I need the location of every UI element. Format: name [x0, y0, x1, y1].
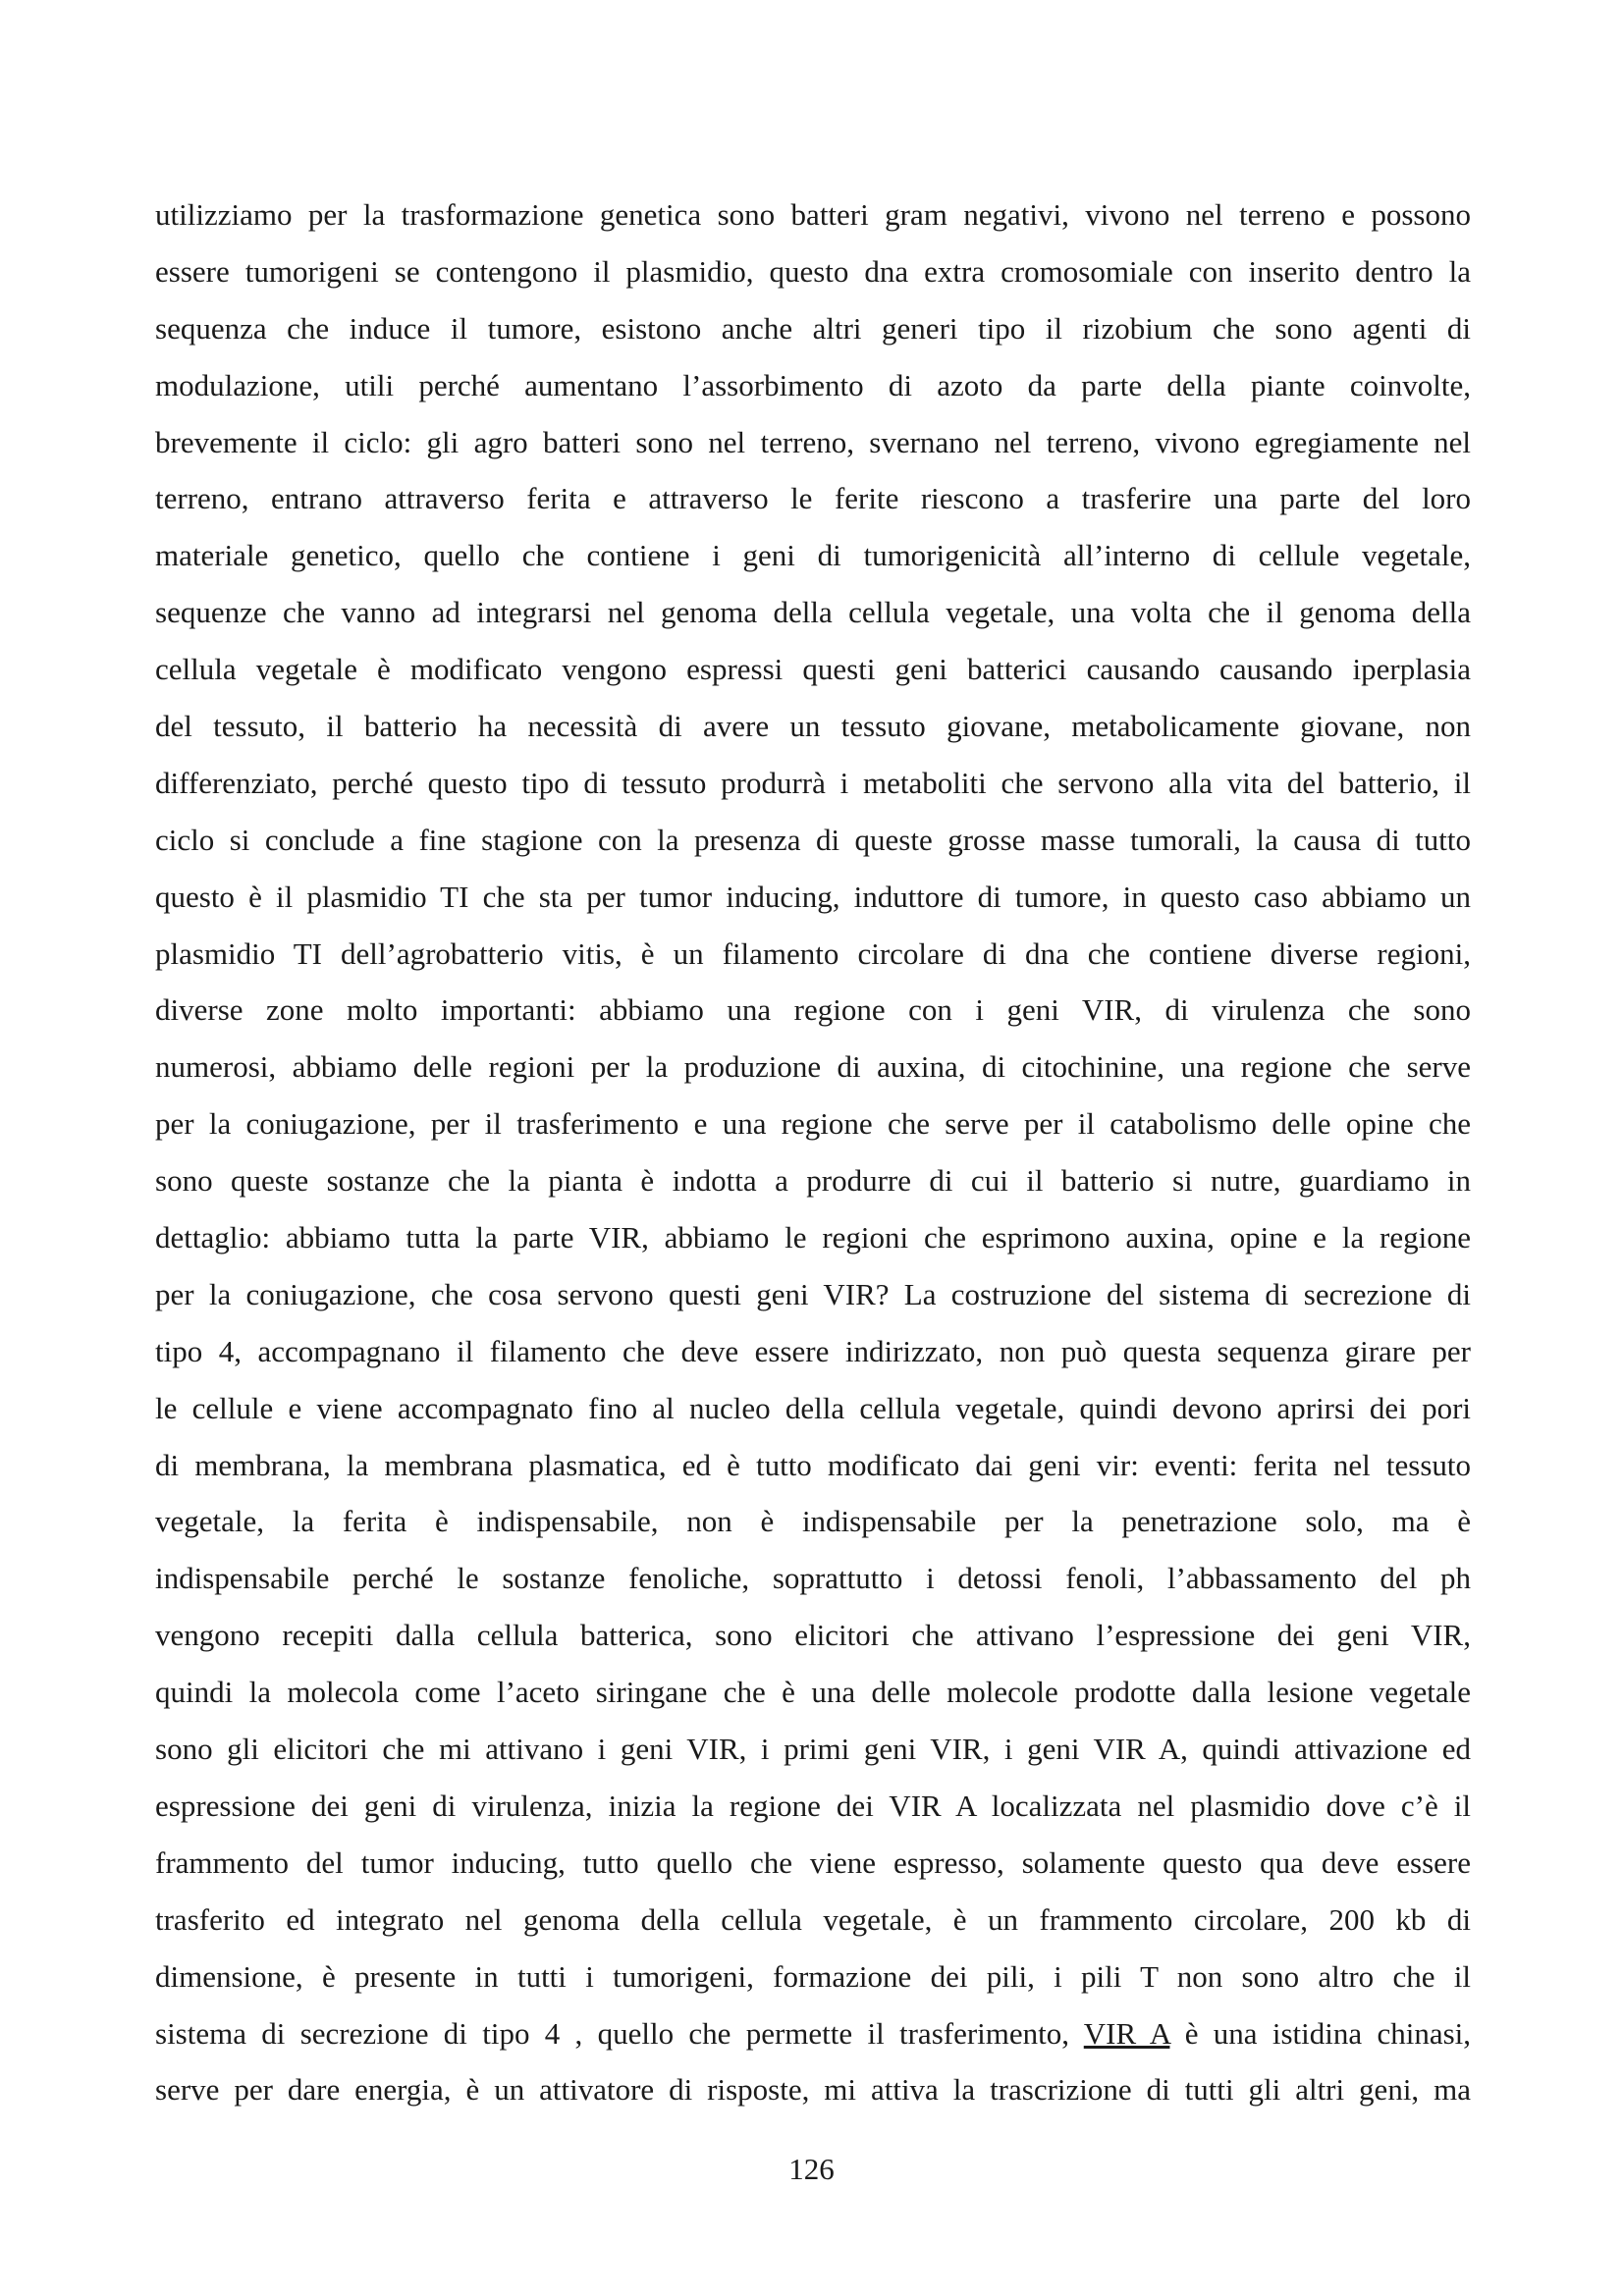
text-line-16: numerosi, abbiamo delle regioni per la produzione di auxina, di citochinine, una regione che serve [155, 1049, 1471, 1085]
text-line-4: modulazione, utili perché aumentano l’assorbimento di azoto da parte della piante coinvolte, [155, 367, 1471, 402]
text-line-33-before: sistema di secrezione di tipo 4 , quello che permette il trasferimento, [155, 2015, 1084, 2051]
text-line-25: indispensabile perché le sostanze fenoliche, soprattutto i detossi fenoli, l’abbassamento del ph [155, 1561, 1471, 1596]
text-line-33 [155, 2005, 1471, 2062]
text-line-32: dimensione, è presente in tutti i tumorigeni, formazione dei pili, i pili T non sono altro che il [155, 1958, 1471, 1994]
text-line-6: terreno, entrano attraverso ferita e attraverso le ferite riescono a trasferire una parte del loro [155, 481, 1471, 516]
body-text [155, 187, 1471, 2118]
page-number: 126 [788, 2152, 835, 2186]
text-line-22: le cellule e viene accompagnato fino al nucleo della cellula vegetale, quindi devono aprirsi dei pori [155, 1390, 1471, 1425]
text-line-27: quindi la molecola come l’aceto siringane che è una delle molecole prodotte dalla lesione vegetale [155, 1675, 1471, 1710]
text-line-23: di membrana, la membrana plasmatica, ed è tutto modificato dai geni vir: eventi: ferita nel tessuto [155, 1447, 1471, 1482]
text-line-17: per la coniugazione, per il trasferimento e una regione che serve per il catabolismo delle opine che [155, 1106, 1471, 1142]
text-line-29: espressione dei geni di virulenza, inizia la regione dei VIR A localizzata nel plasmidio dove c’è il [155, 1788, 1471, 1823]
text-line-14: plasmidio TI dell’agrobatterio vitis, è un filamento circolare di dna che contiene diverse regioni, [155, 935, 1471, 971]
text-line-30: frammento del tumor inducing, tutto quello che viene espresso, solamente questo qua deve essere [155, 1844, 1471, 1880]
text-line-1: utilizziamo per la trasformazione genetica sono batteri gram negativi, vivono nel terreno e possono [155, 197, 1471, 232]
text-line-21: tipo 4, accompagnano il filamento che deve essere indirizzato, non può questa sequenza girare per [155, 1333, 1471, 1368]
text-line-11: differenziato, perché questo tipo di tessuto produrrà i metaboliti che servono alla vita del batterio, il [155, 765, 1471, 800]
text-line-28: sono gli elicitori che mi attivano i geni VIR, i primi geni VIR, i geni VIR A, quindi attivazione ed [155, 1732, 1471, 1767]
text-line-8: sequenze che vanno ad integrarsi nel genoma della cellula vegetale, una volta che il genoma della [155, 595, 1471, 630]
text-line-20: per la coniugazione, che cosa servono questi geni VIR? La costruzione del sistema di secrezione di [155, 1276, 1471, 1311]
text-line-18: sono queste sostanze che la pianta è indotta a produrre di cui il batterio si nutre, guardiamo in [155, 1163, 1471, 1199]
text-line-33-after: è una istidina chinasi, [1169, 2015, 1472, 2051]
text-line-9: cellula vegetale è modificato vengono espressi questi geni batterici causando causando iperplasia [155, 652, 1471, 687]
text-line-3: sequenza che induce il tumore, esistono anche altri generi tipo il rizobium che sono agenti di [155, 310, 1471, 346]
text-line-24: vegetale, la ferita è indispensabile, non è indispensabile per la penetrazione solo, ma è [155, 1504, 1471, 1539]
text-line-12: ciclo si conclude a fine stagione con la presenza di queste grosse masse tumorali, la causa di tutto [155, 822, 1471, 857]
text-line-31: trasferito ed integrato nel genoma della cellula vegetale, è un frammento circolare, 200 kb di [155, 1901, 1471, 1937]
text-line-34: serve per dare energia, è un attivatore di risposte, mi attiva la trascrizione di tutti gli altri geni, ma [155, 2072, 1471, 2108]
underlined-term: VIR A [1083, 2015, 1170, 2051]
text-line-7: materiale genetico, quello che contiene i geni di tumorigenicità all’interno di cellule vegetale, [155, 538, 1471, 573]
text-line-13: questo è il plasmidio TI che sta per tumor inducing, induttore di tumore, in questo caso abbiamo un [155, 879, 1471, 914]
text-line-10: del tessuto, il batterio ha necessità di avere un tessuto giovane, metabolicamente giovane, non [155, 709, 1471, 744]
text-line-26: vengono recepiti dalla cellula batterica, sono elicitori che attivano l’espressione dei geni VIR, [155, 1618, 1471, 1653]
text-line-19: dettaglio: abbiamo tutta la parte VIR, abbiamo le regioni che esprimono auxina, opine e la regione [155, 1220, 1471, 1255]
text-line-15: diverse zone molto importanti: abbiamo una regione con i geni VIR, di virulenza che sono [155, 992, 1471, 1028]
text-line-2: essere tumorigeni se contengono il plasmidio, questo dna extra cromosomiale con inserito dentro la [155, 253, 1471, 289]
text-line-5: brevemente il ciclo: gli agro batteri sono nel terreno, svernano nel terreno, vivono egregiamente nel [155, 424, 1471, 459]
